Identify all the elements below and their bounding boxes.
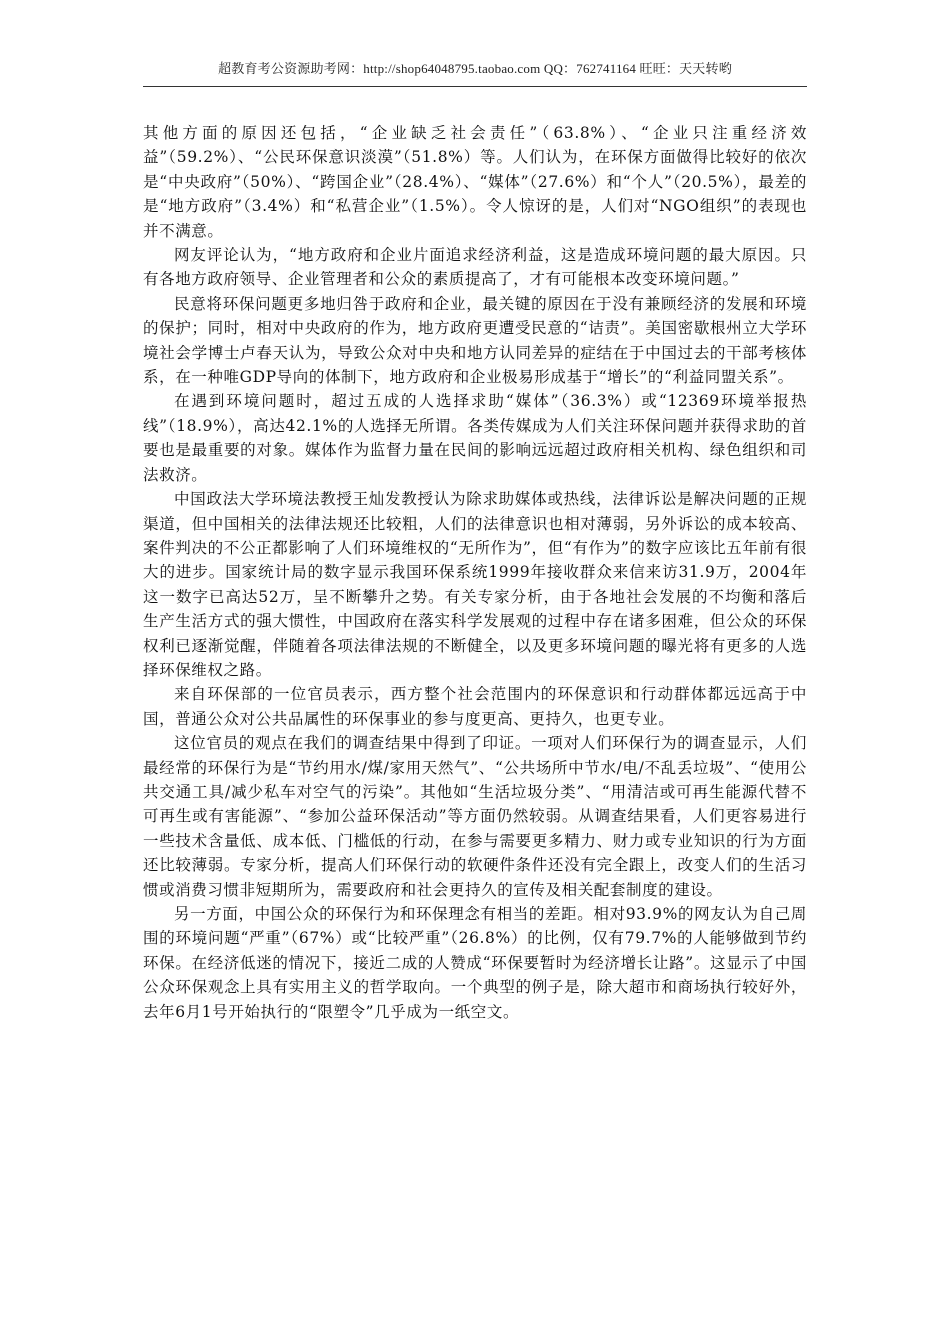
paragraph-netizen-comment: 网友评论认为，“地方政府和企业片面追求经济利益，这是造成环境问题的最大原因。只有各地方政府领导、企业管理者和公众的素质提高了，才有可能根本改变环境问题。” <box>143 246 807 289</box>
paragraph-media-help: 在遇到环境问题时，超过五成的人选择求助“媒体”（36.3%）或“12369环境举报热线”（18.9%），高达42.1%的人选择无所谓。各类传媒成为人们关注环保问题并获得求助的首要也是最重要的对象。媒体作为监督力量在民间的影响远远超过政府相关机构、绿色组织和司法救济。 <box>143 392 807 484</box>
header-divider <box>143 86 807 87</box>
paragraph-behavior-gap: 另一方面，中国公众的环保行为和环保理念有相当的差距。相对93.9%的网友认为自己周围的环境问题“严重”（67%）或“比较严重”（26.8%）的比例，仅有79.7%的人能够做到节约环保。在经济低迷的情况下，接近二成的人赞成“环保要暂时为经济增长让路”。这显示了中国公众环保观念上具有实用主义的哲学取向。一个典型的例子是，除大超市和商场执行较好外，去年6月1号开始执行的“限塑令”几乎成为一纸空文。 <box>143 905 807 1021</box>
article-body <box>143 121 807 1024</box>
paragraph-legal-channel: 中国政法大学环境法教授王灿发教授认为除求助媒体或热线，法律诉讼是解决问题的正规渠道，但中国相关的法律法规还比较粗，人们的法律意识也相对薄弱，另外诉讼的成本较高、案件判决的不公正都影响了人们环境维权的“无所作为”，但“有作为”的数字应该比五年前有很大的进步。国家统计局的数字显示我国环保系统1999年接收群众来信来访31.9万，2004年这一数字已高达52万，呈不断攀升之势。有关专家分析，由于各地社会发展的不均衡和落后生产生活方式的强大惯性，中国政府在落实科学发展观的过程中存在诸多困难，但公众的环保权利已逐渐觉醒，伴随着各项法律法规的不断健全，以及更多环境问题的曝光将有更多的人选择环保维权之路。 <box>143 490 807 679</box>
paragraph-public-opinion: 民意将环保问题更多地归咎于政府和企业，最关键的原因在于没有兼顾经济的发展和环境的保护；同时，相对中央政府的作为，地方政府更遭受民意的“诘责”。美国密歇根州立大学环境社会学博士卢春天认为，导致公众对中央和地方认同差异的症结在于中国过去的干部考核体系，在一种唯GDP导向的体制下，地方政府和企业极易形成基于“增长”的“利益同盟关系”。 <box>143 294 807 387</box>
paragraph-continuation: 其他方面的原因还包括，“企业缺乏社会责任”（63.8%）、“企业只注重经济效益”（59.2%）、“公民环保意识淡漠”（51.8%）等。人们认为，在环保方面做得比较好的依次是“中央政府”（50%）、“跨国企业”（28.4%）、“媒体”（27.6%）和“个人”（20.5%），最差的是“地方政府”（3.4%）和“私营企业”（1.5%）。令人惊讶的是，人们对“NGO组织”的表现也并不满意。 <box>143 124 807 240</box>
paragraph-survey-behavior: 这位官员的观点在我们的调查结果中得到了印证。一项对人们环保行为的调查显示，人们最经常的环保行为是“节约用水/煤/家用天然气”、“公共场所中节水/电/不乱丢垃圾”、“使用公共交通工具/减少私车对空气的污染”。其他如“生活垃圾分类”、“用清洁或可再生能源代替不可再生或有害能源”、“参加公益环保活动”等方面仍然较弱。从调查结果看，人们更容易进行一些技术含量低、成本低、门槛低的行动，在参与需要更多精力、财力或专业知识的行为方面还比较薄弱。专家分析，提高人们环保行动的软硬件条件还没有完全跟上，改变人们的生活习惯或消费习惯非短期所为，需要政府和社会更持久的宣传及相关配套制度的建设。 <box>143 734 807 899</box>
page-header: 超教育考公资源助考网：http://shop64048795.taobao.com QQ：762741164 旺旺：天天转哟 <box>218 61 732 76</box>
paragraph-official-view: 来自环保部的一位官员表示，西方整个社会范围内的环保意识和行动群体都远远高于中国，普通公众对公共品属性的环保事业的参与度更高、更持久，也更专业。 <box>143 685 807 728</box>
